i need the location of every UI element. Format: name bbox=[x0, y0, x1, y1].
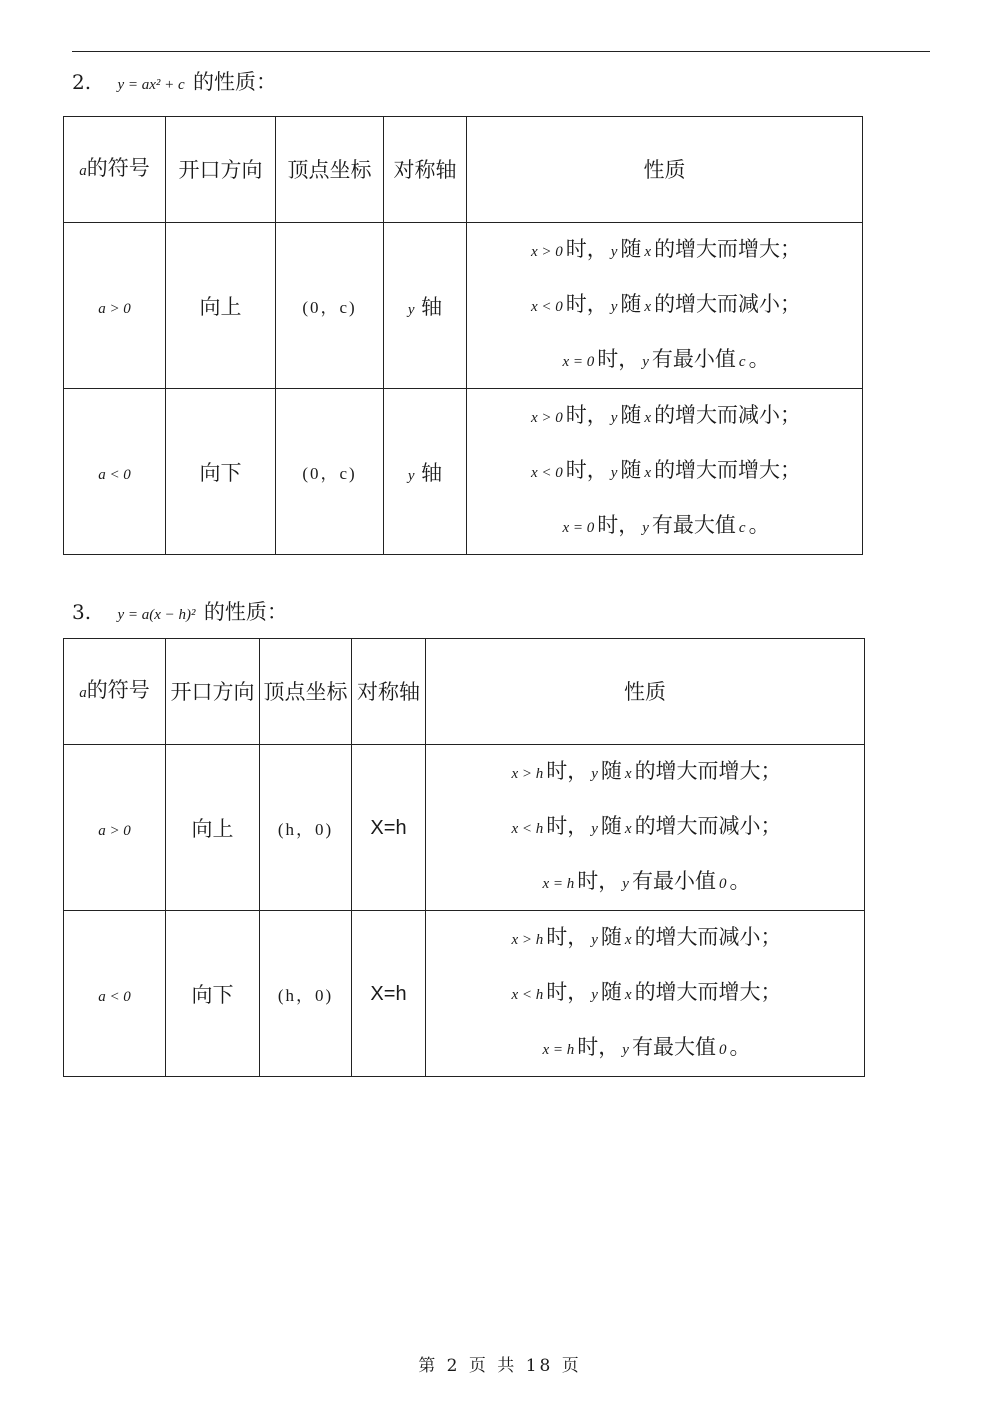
header-opening: 开口方向 bbox=[166, 639, 260, 745]
cell-vertex: (0，c) bbox=[276, 223, 384, 389]
header-property: 性质 bbox=[426, 639, 865, 745]
header-sign: a的符号 bbox=[64, 117, 166, 223]
cell-sign: a > 0 bbox=[64, 223, 166, 389]
cell-vertex: (h，0) bbox=[260, 911, 352, 1077]
header-axis: 对称轴 bbox=[352, 639, 426, 745]
header-opening: 开口方向 bbox=[166, 117, 276, 223]
cell-axis: y 轴 bbox=[384, 223, 467, 389]
property-line: x < h 时， y 随 x 的增大而减小； bbox=[511, 814, 782, 838]
cell-opening: 向上 bbox=[166, 745, 260, 911]
section-suffix: 的性质： bbox=[193, 70, 278, 94]
cell-property bbox=[467, 223, 863, 389]
property-line: x = 0 时， y 有最小值 c 。 bbox=[562, 347, 770, 371]
section-number: 2. bbox=[72, 70, 92, 94]
header-rule bbox=[72, 51, 930, 52]
property-line: x = 0 时， y 有最大值 c 。 bbox=[562, 513, 770, 537]
property-line: x > 0 时， y 随 x 的增大而增大； bbox=[530, 237, 802, 261]
table-row bbox=[64, 745, 865, 911]
property-line: x = h 时， y 有最小值 0 。 bbox=[542, 869, 751, 893]
property-line: x < 0 时， y 随 x 的增大而减小； bbox=[530, 292, 802, 316]
cell-sign: a > 0 bbox=[64, 745, 166, 911]
header-axis: 对称轴 bbox=[384, 117, 467, 223]
property-line: x < h 时， y 随 x 的增大而增大； bbox=[511, 980, 782, 1004]
property-line: x > h 时， y 随 x 的增大而增大； bbox=[511, 759, 782, 783]
section-suffix: 的性质： bbox=[203, 600, 288, 624]
table-header-row bbox=[64, 117, 863, 223]
property-line: x < 0 时， y 随 x 的增大而增大； bbox=[530, 458, 802, 482]
section-formula: y = a(x − h)² bbox=[117, 607, 196, 623]
header-vertex: 顶点坐标 bbox=[276, 117, 384, 223]
table-header-row bbox=[64, 639, 865, 745]
cell-axis: X=h bbox=[352, 911, 426, 1077]
table-row bbox=[64, 223, 863, 389]
cell-sign: a < 0 bbox=[64, 911, 166, 1077]
header-sign: a的符号 bbox=[64, 639, 166, 745]
cell-property bbox=[426, 745, 865, 911]
cell-vertex: (0，c) bbox=[276, 389, 384, 555]
property-line: x > 0 时， y 随 x 的增大而减小； bbox=[530, 403, 802, 427]
section-formula: y = ax² + c bbox=[117, 77, 185, 93]
cell-opening: 向下 bbox=[166, 389, 276, 555]
cell-axis: y 轴 bbox=[384, 389, 467, 555]
cell-property bbox=[467, 389, 863, 555]
property-line: x > h 时， y 随 x 的增大而减小； bbox=[511, 925, 782, 949]
cell-axis: X=h bbox=[352, 745, 426, 911]
page-footer: 第 2 页 共 18 页 bbox=[418, 1356, 582, 1376]
header-property: 性质 bbox=[467, 117, 863, 223]
header-vertex: 顶点坐标 bbox=[260, 639, 352, 745]
properties-table-2 bbox=[63, 116, 863, 555]
cell-opening: 向上 bbox=[166, 223, 276, 389]
table-row bbox=[64, 911, 865, 1077]
properties-table-3 bbox=[63, 638, 865, 1077]
cell-property bbox=[426, 911, 865, 1077]
cell-vertex: (h，0) bbox=[260, 745, 352, 911]
section-2-heading bbox=[72, 66, 277, 96]
property-line: x = h 时， y 有最大值 0 。 bbox=[542, 1035, 751, 1059]
cell-opening: 向下 bbox=[166, 911, 260, 1077]
section-3-heading bbox=[72, 596, 288, 626]
cell-sign: a < 0 bbox=[64, 389, 166, 555]
table-row bbox=[64, 389, 863, 555]
section-number: 3. bbox=[72, 600, 92, 624]
